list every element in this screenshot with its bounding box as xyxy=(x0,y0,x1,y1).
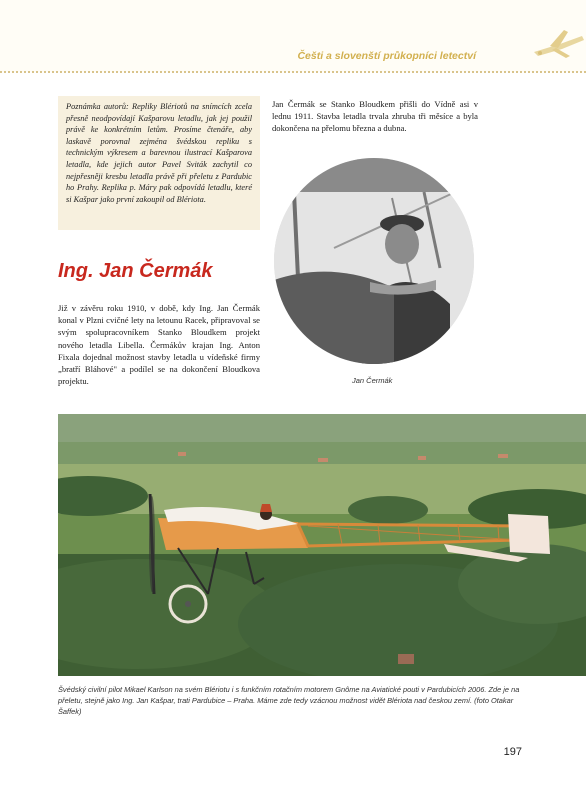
photo-caption: Švédský civilní pilot Mikael Karlson na svém Blériotu i s funkčním rotačním motorem Gnôme na Aviatické pouti v Pardubicích 2006. Zde je na přeletu, stejně jako Ing. Jan Kašpar, trati Pardubice – Praha. Máme zde tedy vzácnou možnost vidět Blériota nad českou zemí. (foto Otakar Šaffek) xyxy=(58,685,520,716)
section-title: Češti a slovenští průkopníci letectví xyxy=(297,50,476,62)
header-divider xyxy=(0,71,586,73)
author-note-box xyxy=(58,96,260,230)
portrait-caption: Jan Čermák xyxy=(352,376,393,385)
article-heading: Ing. Jan Čermák xyxy=(58,260,213,282)
bleriot-flight-photo xyxy=(58,414,586,676)
right-column-paragraph: Jan Čermák se Stanko Bloudkem přišli do Vídně asi v lednu 1911. Stavba letadla trvala zhruba tři měsíce a byla dokončena na přelomu března a dubna. xyxy=(272,99,478,134)
page-header xyxy=(0,0,586,72)
portrait-photo xyxy=(274,158,474,364)
portrait-image xyxy=(274,158,474,364)
bleriot-photo-image xyxy=(58,414,586,676)
article-body xyxy=(58,302,260,387)
header-plane-icon xyxy=(530,22,586,62)
page-number: 197 xyxy=(503,746,522,758)
article-paragraph: Již v závěru roku 1910, v době, kdy Ing. Jan Čermák konal v Plzni cvičné lety na letounu Racek, připravoval se svým spolupracovníkem Stanko Bloudkem projekt nového letadla Libella. Čermákův krajan Ing. Anton Fixala dojednal možnost stavby letadla u vídeňské firmy „bratří Bláhové" a podílel se na dokončení Bloudkova projektu. xyxy=(58,303,260,387)
author-note-text: Poznámka autorů: Repliky Blériotů na snímcích zcela přesně neodpovídají Kašparovu letadlu, jak jej použil právě ke konkrétním letům. Prosíme čtenáře, aby laskavě porovnal zejména švédskou repliku s technickým výkresem a barevnou ilustrací Kašparova letadla, kde jejich autor Pavel Sviták zachytil co nejpřesněji kresbu letadla právě při přeletu z Pardubic ho Prahy. Replika p. Máry pak odpovídá letadlu, které si Kašpar jako první zakoupil od Blériota. xyxy=(66,102,252,204)
right-column-text xyxy=(272,98,478,135)
